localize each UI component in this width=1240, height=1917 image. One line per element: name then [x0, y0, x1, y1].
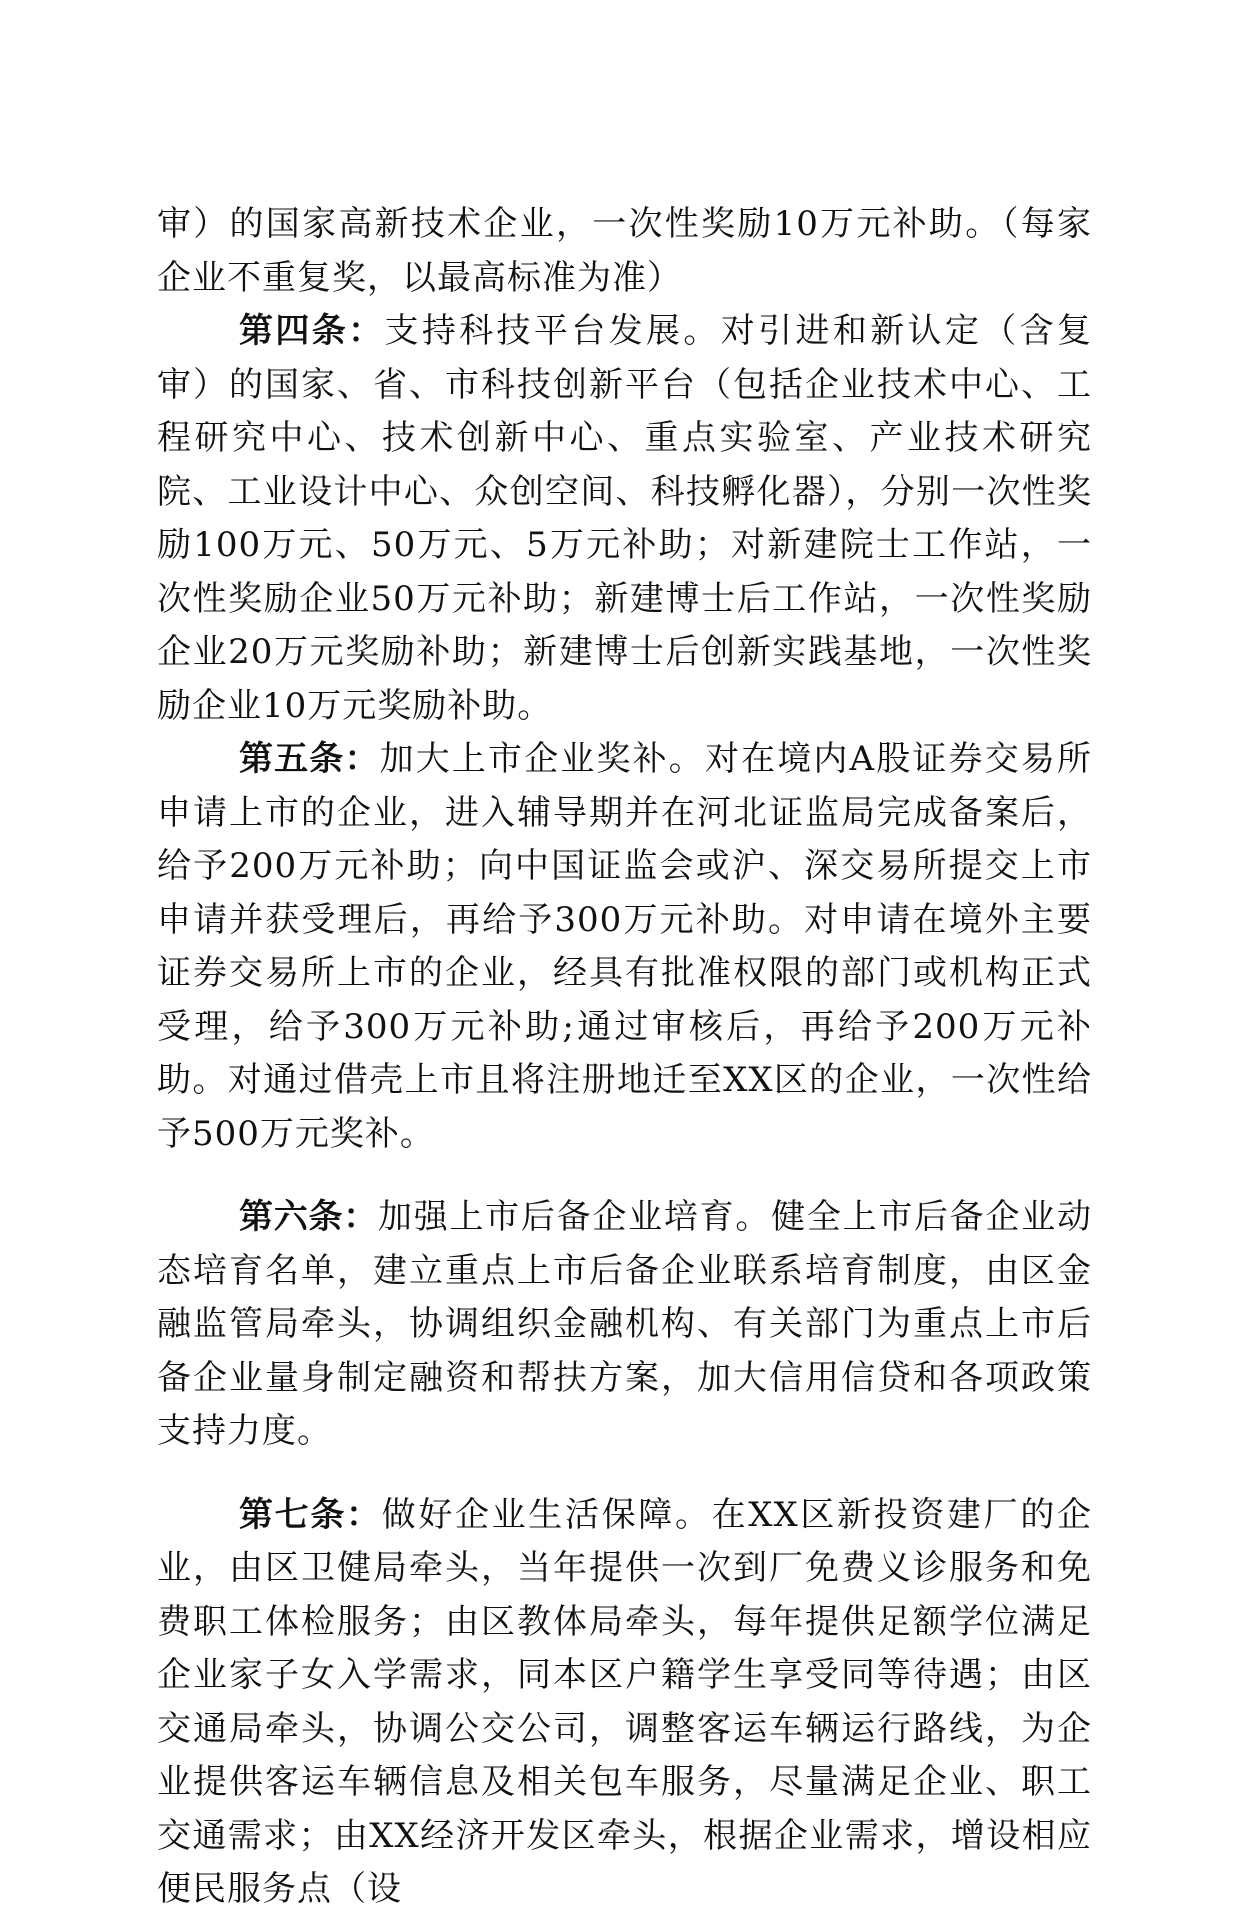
article-text: 支持科技平台发展。对引进和新认定（含复审）的国家、省、市科技创新平台（包括企业技术中心、工程研究中心、技术创新中心、重点实验室、产业技术研究院、工业设计中心、众创空间、科技孵化器），分别一次性奖励100万元、50万元、5万元补助；对新建院士工作站，一次性奖励企业50万元补助；新建博士后工作站，一次性奖励企业20万元奖励补助；新建博士后创新实践基地，一次性奖励企业10万元奖励补助。 — [157, 311, 1093, 726]
article-4 — [157, 305, 1092, 733]
article-label: 第六条： — [239, 1197, 378, 1237]
article-label: 第四条： — [239, 311, 385, 351]
paragraph-text: 审）的国家高新技术企业，一次性奖励10万元补助。（每家企业不重复奖，以最高标准为准） — [157, 204, 1092, 298]
article-6 — [157, 1191, 1092, 1459]
article-text: 加强上市后备企业培育。健全上市后备企业动态培育名单，建立重点上市后备企业联系培育制度，由区金融监管局牵头，协调组织金融机构、有关部门为重点上市后备企业量身制定融资和帮扶方案，加大信用信贷和各项政策支持力度。 — [157, 1197, 1093, 1451]
paragraph-continuation — [157, 198, 1092, 305]
article-text: 加大上市企业奖补。对在境内A股证券交易所申请上市的企业，进入辅导期并在河北证监局完成备案后，给予200万元补助；向中国证监会或沪、深交易所提交上市申请并获受理后，再给予300万元补助。对申请在境外主要证券交易所上市的企业，经具有批准权限的部门或机构正式受理，给予300万元补助;通过审核后，再给予200万元补助。对通过借壳上市且将注册地迁至XX区的企业，一次性给予500万元奖补。 — [157, 739, 1093, 1154]
article-7 — [157, 1489, 1092, 1917]
article-label: 第七条： — [239, 1494, 382, 1535]
article-label: 第五条： — [239, 739, 380, 779]
article-5 — [157, 733, 1092, 1161]
article-text: 做好企业生活保障。在XX区新投资建厂的企业，由区卫健局牵头，当年提供一次到厂免费义诊服务和免费职工体检服务；由区教体局牵头，每年提供足额学位满足企业家子女入学需求，同本区户籍学生享受同等待遇；由区交通局牵头，协调公交公司，调整客运车辆运行路线，为企业提供客运车辆信息及相关包车服务，尽量满足企业、职工交通需求；由XX经济开发区牵头，根据企业需求，增设相应便民服务点（设 — [157, 1494, 1092, 1909]
document-body — [157, 198, 1092, 1917]
